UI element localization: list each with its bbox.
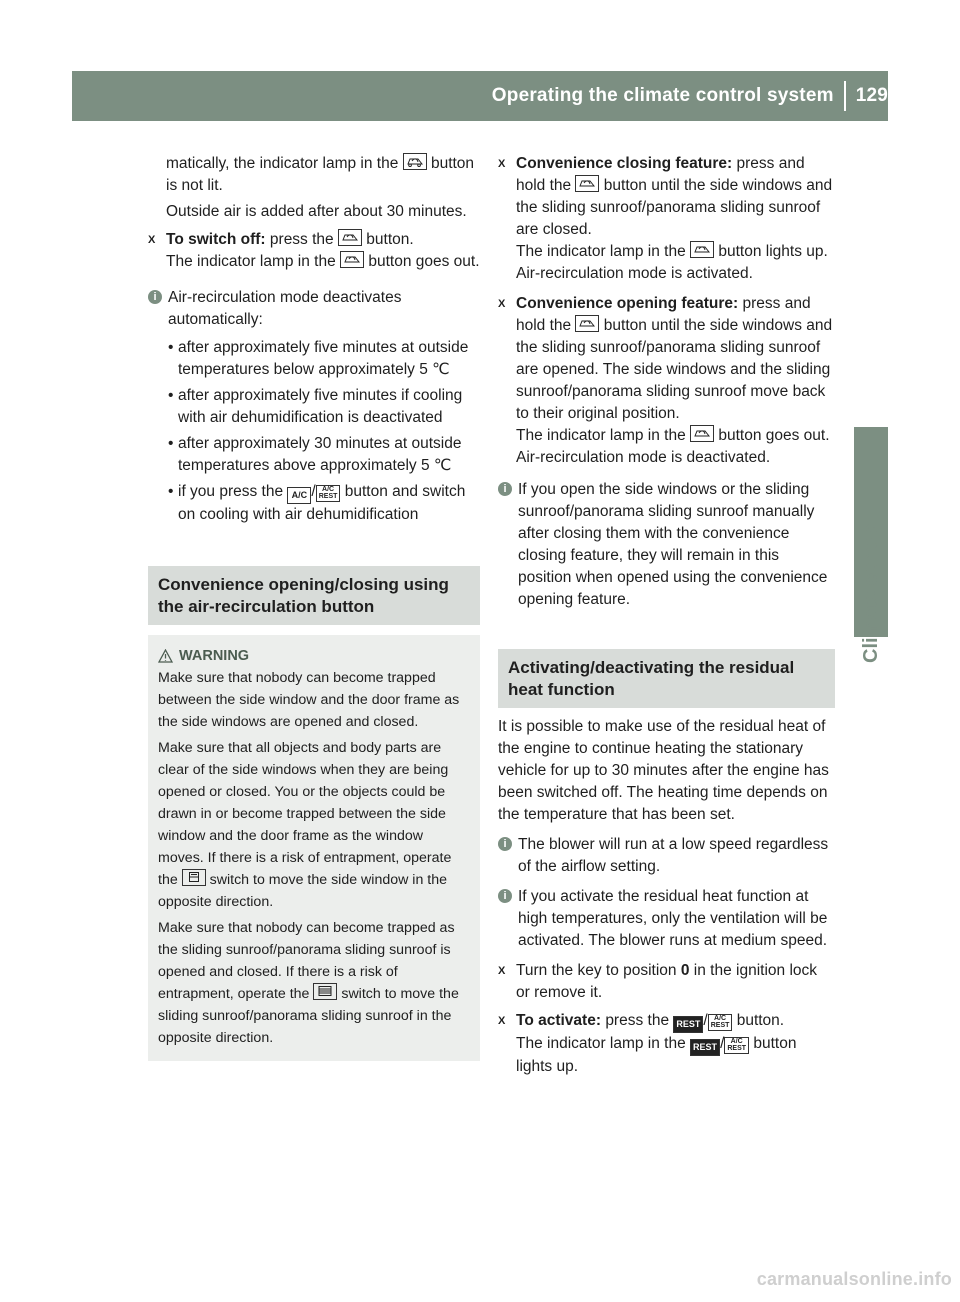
- info-icon: i: [498, 482, 512, 496]
- text: If you open the side windows or the sliding sunroof/panorama sliding sunroof manually after closing them with the convenience closing feature, they will remain in this position when opened using the convenience opening feature.: [518, 481, 828, 608]
- text: button lights up. Air-recirculation mode is activated.: [516, 243, 828, 282]
- text: /: [703, 1012, 708, 1029]
- sunroof-switch-icon: [313, 983, 337, 1000]
- warning-box: [148, 635, 480, 1061]
- recirculation-car-icon: [575, 315, 599, 332]
- text: /: [720, 1035, 725, 1052]
- info-icon: i: [498, 889, 512, 903]
- list-item: [148, 385, 480, 429]
- text: The indicator lamp in the: [516, 1035, 686, 1052]
- info-icon: i: [498, 837, 512, 851]
- step-arrow-icon: X: [498, 158, 506, 170]
- text: The indicator lamp in the: [516, 427, 686, 444]
- info-note: [498, 886, 835, 952]
- step-label: To activate:: [516, 1012, 601, 1029]
- section-heading: Activating/deactivating the residual heat function: [498, 649, 835, 708]
- text: after approximately 30 minutes at outside temperatures above approximately 5 ℃: [178, 435, 462, 474]
- ac-rest-icon: A/C REST: [316, 485, 341, 502]
- step-arrow-icon: X: [498, 1015, 506, 1027]
- ac-rest-icon: A/C REST: [708, 1014, 733, 1031]
- text: switch to move the sliding sunroof/panorama sliding sunroof in the opposite direction.: [158, 986, 459, 1046]
- warning-paragraph: [158, 737, 470, 913]
- step-arrow-icon: X: [498, 965, 506, 977]
- paragraph: Outside air is added after about 30 minutes.: [166, 203, 467, 220]
- list-item: [148, 337, 480, 381]
- text: /: [311, 483, 316, 500]
- text: If you activate the residual heat function at high temperatures, only the ventilation will be activated. The blower runs at medium speed.: [518, 888, 828, 949]
- right-column: [498, 153, 835, 1078]
- text: button until the side windows and the sliding sunroof/panorama sliding sunroof are opened. The side windows and the sliding sunroof/panorama sliding sunroof move back to their original position.: [516, 317, 833, 422]
- step-label: Convenience opening feature:: [516, 295, 739, 312]
- key-position: 0: [680, 962, 690, 979]
- step-turn-key: [498, 960, 835, 1004]
- text: button until the side windows and the sliding sunroof/panorama sliding sunroof are closed.: [516, 177, 833, 238]
- warning-title: [158, 645, 470, 667]
- bullet-icon: •: [168, 435, 174, 452]
- window-switch-icon: [182, 869, 206, 886]
- text: Turn the key to position: [516, 962, 677, 979]
- section-heading: Convenience opening/closing using the air-recirculation button: [148, 566, 480, 625]
- step-activate: [498, 1010, 835, 1078]
- recirculation-car-icon: [338, 229, 362, 246]
- step-label: Convenience closing feature:: [516, 155, 733, 172]
- step-convenience-closing: [498, 153, 835, 285]
- recirculation-car-icon: [690, 425, 714, 442]
- text: press the: [269, 231, 334, 248]
- text: button.: [366, 231, 414, 248]
- watermark: carmanualsonline.info: [756, 1269, 952, 1289]
- list-item: [148, 481, 480, 526]
- text: switch to move the side window in the opposite direction.: [158, 872, 448, 910]
- text: press and hold the: [516, 155, 805, 194]
- paragraph: It is possible to make use of the residual heat of the engine to continue heating the stationary vehicle for up to 30 minutes after the engine has been switched off. The heating time depends on the temperature that has been set.: [498, 718, 829, 823]
- text: The blower will run at a low speed regardless of the airflow setting.: [518, 836, 829, 875]
- recirculation-car-icon: [340, 251, 364, 268]
- recirculation-car-icon: [575, 175, 599, 192]
- recirculation-car-icon: [403, 153, 427, 170]
- warning-paragraph: [158, 917, 470, 1049]
- text: Air-recirculation mode deactivates automatically:: [168, 289, 402, 328]
- info-note: [148, 287, 480, 331]
- text: button lights up.: [516, 1035, 797, 1075]
- step-switch-off: [148, 229, 480, 273]
- chapter-label: Climate control: [860, 517, 882, 663]
- step-arrow-icon: X: [498, 298, 506, 310]
- text: The indicator lamp in the: [516, 243, 686, 260]
- text: button.: [736, 1012, 785, 1029]
- ac-rest-icon: A/C REST: [724, 1037, 749, 1054]
- text: press and hold the: [516, 295, 811, 334]
- warning-triangle-icon: [158, 649, 173, 663]
- bullet-icon: •: [168, 339, 174, 356]
- text: Make sure that nobody can become trapped as the sliding sunroof/panorama sliding sunroof is opened and closed. If there is a risk of entrapment, operate the: [158, 920, 455, 1002]
- list-item: [148, 433, 480, 477]
- text: press the: [605, 1012, 670, 1029]
- rest-icon: REST: [690, 1039, 720, 1056]
- info-icon: i: [148, 290, 162, 304]
- page-number: 129: [855, 85, 888, 106]
- text: Make sure that all objects and body parts are clear of the side windows when they are being opened or closed. You or the objects could be drawn in or become trapped between the side window and the door frame as the window moves. If there is a risk of entrapment, operate the: [158, 740, 452, 888]
- info-note: [498, 479, 835, 611]
- header-divider: [844, 81, 846, 111]
- recirculation-car-icon: [690, 241, 714, 258]
- bullet-icon: •: [168, 483, 174, 500]
- text: button goes out.: [368, 253, 480, 270]
- left-column: [148, 153, 480, 1061]
- step-label: To switch off:: [166, 231, 266, 248]
- text: The indicator lamp in the: [166, 253, 336, 270]
- text: after approximately five minutes at outside temperatures below approximately 5 ℃: [178, 339, 469, 378]
- text: in the ignition lock or remove it.: [516, 962, 818, 1001]
- step-arrow-icon: X: [148, 234, 156, 246]
- info-note: [498, 834, 835, 878]
- bullet-icon: •: [168, 387, 174, 404]
- header: [492, 83, 888, 109]
- text: after approximately five minutes if cooling with air dehumidification is deactivated: [178, 387, 463, 426]
- text: button goes out. Air-recirculation mode is deactivated.: [516, 427, 830, 466]
- rest-icon: REST: [673, 1016, 703, 1033]
- text: button and switch on cooling with air dehumidification: [178, 483, 466, 523]
- step-convenience-opening: [498, 293, 835, 469]
- text: if you press the: [178, 483, 284, 500]
- warning-paragraph: Make sure that nobody can become trapped between the side window and the door frame as the side windows are opened and closed.: [158, 670, 460, 730]
- ac-icon: A/C: [287, 487, 311, 504]
- paragraph: [148, 153, 480, 197]
- warning-title-text: WARNING: [179, 648, 250, 664]
- text: matically, the indicator lamp in the: [166, 155, 399, 172]
- text: button is not lit.: [166, 155, 475, 194]
- page-title: Operating the climate control system: [491, 85, 834, 106]
